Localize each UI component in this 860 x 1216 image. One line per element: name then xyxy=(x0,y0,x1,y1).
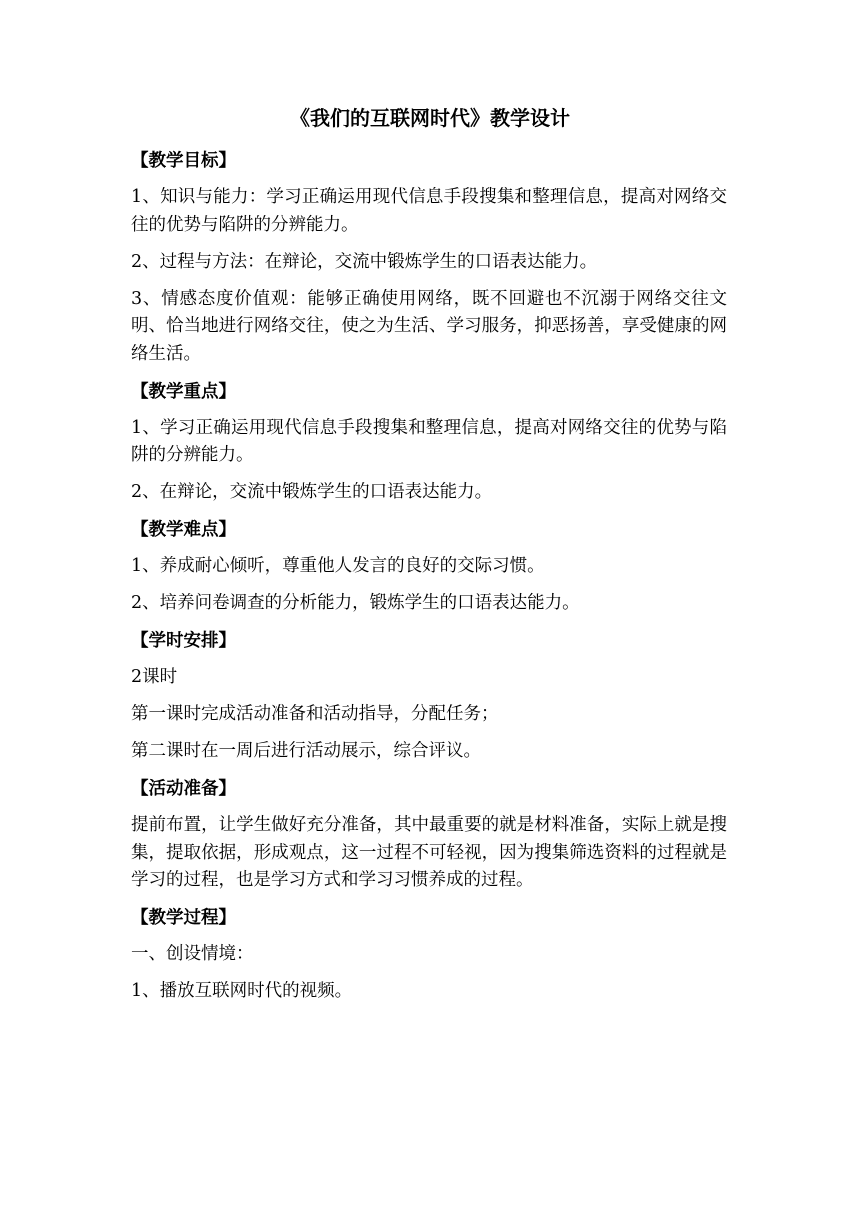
key-point-item: 2、在辩论，交流中锻炼学生的口语表达能力。 xyxy=(131,482,493,502)
process-item: 一、创设情境： xyxy=(131,944,254,964)
objective-item: 1、知识与能力：学习正确运用现代信息手段搜集和整理信息，提高对网络交往的优势与陷阱的分辨能力。 xyxy=(131,187,727,235)
document-title: 《我们的互联网时代》教学设计 xyxy=(290,106,570,130)
schedule-item: 2课时 xyxy=(131,667,178,687)
objective-item: 2、过程与方法：在辩论，交流中锻炼学生的口语表达能力。 xyxy=(131,251,598,272)
section-heading-difficulties: 【教学难点】 xyxy=(131,520,236,540)
section-heading-preparation: 【活动准备】 xyxy=(131,779,236,799)
document-body xyxy=(131,147,727,1015)
schedule-item: 第二课时在一周后进行活动展示，综合评议。 xyxy=(131,741,481,761)
section-heading-schedule: 【学时安排】 xyxy=(131,631,236,651)
key-point-item: 1、学习正确运用现代信息手段搜集和整理信息，提高对网络交往的优势与陷阱的分辨能力。 xyxy=(131,417,727,465)
objective-item: 3、情感态度价值观：能够正确使用网络，既不回避也不沉溺于网络交往文明、恰当地进行网络交往，使之为生活、学习服务，抑恶扬善，享受健康的网络生活。 xyxy=(131,288,727,364)
schedule-item: 第一课时完成活动准备和活动指导，分配任务； xyxy=(131,704,499,724)
difficulty-item: 2、培养问卷调查的分析能力，锻炼学生的口语表达能力。 xyxy=(131,593,580,613)
section-heading-key-points: 【教学重点】 xyxy=(131,381,236,402)
section-heading-objectives: 【教学目标】 xyxy=(131,151,236,171)
section-heading-process: 【教学过程】 xyxy=(131,908,236,928)
process-item: 1、播放互联网时代的视频。 xyxy=(131,981,353,1001)
preparation-item: 提前布置，让学生做好充分准备，其中最重要的就是材料准备，实际上就是搜集，提取依据，形成观点，这一过程不可轻视，因为搜集筛选资料的过程就是学习的过程，也是学习方式和学习习惯养成的过程。 xyxy=(131,815,727,890)
difficulty-item: 1、养成耐心倾听，尊重他人发言的良好的交际习惯。 xyxy=(131,556,545,576)
